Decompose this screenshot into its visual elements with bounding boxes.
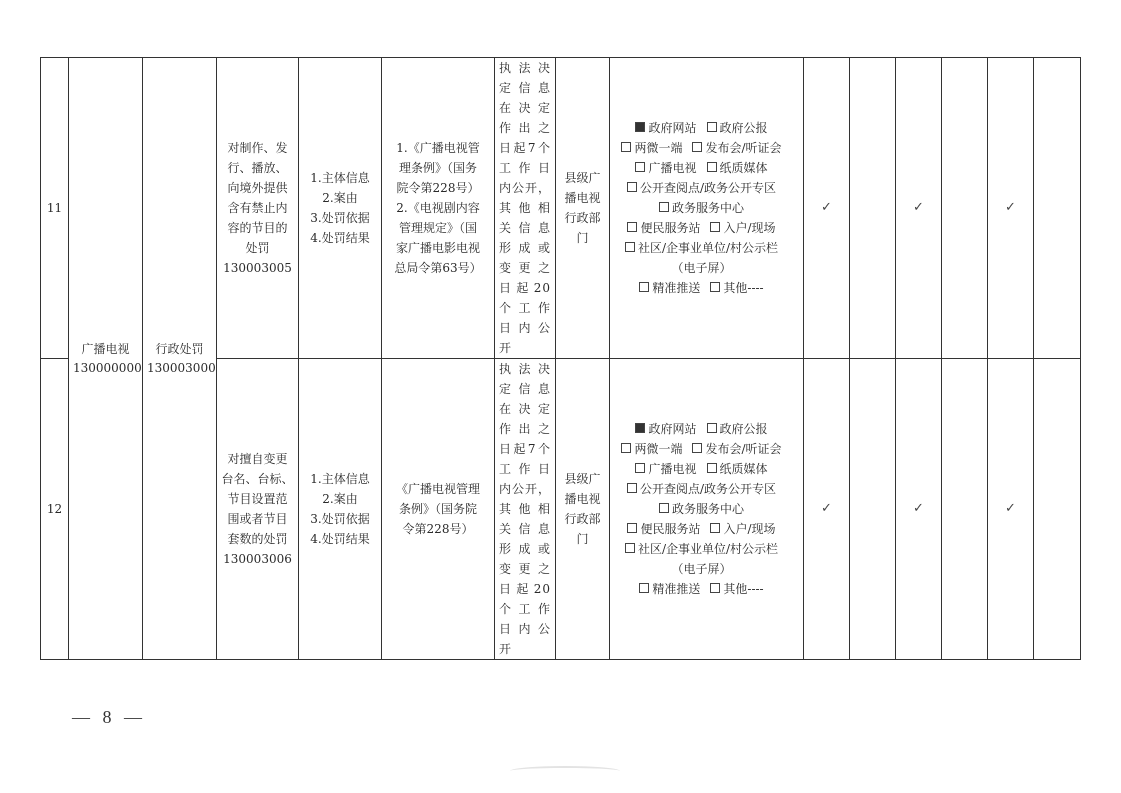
category-cell (69, 58, 143, 660)
basis-cell (382, 58, 495, 359)
timing-cell (495, 359, 556, 660)
timing-line: 日起20 (499, 582, 551, 596)
checkbox-icon (707, 423, 717, 433)
timing-line: 日起7个 (499, 141, 551, 155)
cell-line: 行政部 (564, 512, 601, 526)
channel-option (710, 281, 763, 295)
subcategory-name: 行政处罚 (155, 341, 204, 356)
channel-label: 其他---- (723, 281, 764, 295)
checkbox-icon (625, 543, 635, 553)
org-cell (556, 58, 610, 359)
channel-label: 精准推送 (652, 281, 701, 295)
checkbox-icon (710, 523, 720, 533)
channel-label: 纸质媒体 (719, 462, 768, 476)
timing-line: 内公开， (499, 181, 552, 195)
subcategory-code: 130003000 (147, 360, 216, 375)
checked-box-icon (635, 122, 645, 132)
channel-line (614, 198, 799, 218)
channel-label: 广播电视 (648, 462, 697, 476)
category-name: 广播电视 (81, 341, 130, 356)
channel-line (614, 539, 799, 559)
check-cell: ✓ (804, 359, 850, 660)
channel-option (639, 582, 700, 596)
checkbox-icon (710, 282, 720, 292)
channel-option (707, 462, 768, 476)
cell-line: 家广播电影电视 (395, 241, 480, 255)
item-cell (217, 359, 299, 660)
timing-line: 开 (499, 341, 513, 355)
channel-line (614, 439, 799, 459)
channel-option (627, 482, 776, 496)
timing-line: 变更之 (499, 562, 551, 576)
timing-line: 个工作 (499, 301, 551, 315)
cell-line: 3.处罚依据 (310, 512, 370, 526)
check-cell: ✓ (804, 58, 850, 359)
channel-option (710, 582, 763, 596)
channel-option (671, 562, 731, 576)
channel-label: 政务服务中心 (671, 201, 744, 215)
channels-cell (610, 359, 804, 660)
cell-line: 条例》（国务院 (398, 502, 477, 516)
channel-line (614, 138, 799, 158)
cell-line: 3.处罚依据 (310, 211, 370, 225)
check-cell (1034, 58, 1081, 359)
checkbox-icon (707, 122, 717, 132)
channel-line (614, 419, 799, 439)
cell-line: 130003005 (223, 261, 292, 275)
channel-option (707, 422, 768, 436)
channel-label: 政府公报 (719, 422, 768, 436)
checkbox-icon (659, 202, 669, 212)
channel-label: 政府公报 (719, 121, 768, 135)
channel-label: 便民服务站 (640, 221, 701, 235)
channel-label: 两微一端 (634, 141, 683, 155)
channel-option (635, 121, 696, 135)
cell-line: 对擅自变更 (227, 452, 288, 466)
timing-cell (495, 58, 556, 359)
channel-label: 入户/现场 (723, 221, 776, 235)
channel-line (614, 499, 799, 519)
checkbox-icon (635, 162, 645, 172)
channel-label: （电子屏） (671, 562, 732, 576)
cell-line: 处罚 (245, 241, 270, 255)
channel-option (639, 281, 700, 295)
cell-line: 1.《广播电视管 (396, 141, 480, 155)
cell-line: 2.案由 (322, 191, 358, 205)
check-cell: ✓ (896, 58, 942, 359)
channel-label: 入户/现场 (723, 522, 776, 536)
channel-option (621, 442, 682, 456)
timing-line: 个工作 (499, 602, 551, 616)
timing-line: 关信息 (499, 522, 551, 536)
channel-option (710, 522, 775, 536)
scan-artifact (510, 766, 620, 776)
checkbox-icon (707, 463, 717, 473)
channel-line (614, 479, 799, 499)
row-number: 12 (41, 359, 69, 660)
channel-option (625, 542, 778, 556)
channel-option (627, 181, 776, 195)
timing-line: 执法决 (499, 362, 551, 376)
timing-line: 在决定 (499, 402, 551, 416)
checkbox-icon (707, 162, 717, 172)
timing-line: 开 (499, 642, 513, 656)
cell-line: 容的节目的 (227, 221, 288, 235)
channel-line (614, 158, 799, 178)
cell-line: 《广播电视管理 (395, 482, 480, 496)
channel-option (710, 221, 775, 235)
cell-line: 理条例》（国务 (398, 161, 477, 175)
channel-option (625, 241, 778, 255)
channel-label: 其他---- (723, 582, 764, 596)
channel-label: 发布会/听证会 (705, 141, 782, 155)
timing-line: 定信息 (499, 81, 551, 95)
timing-line: 工作日 (499, 161, 551, 175)
timing-line: 其他相 (499, 502, 551, 516)
channel-label: 便民服务站 (640, 522, 701, 536)
org-cell (556, 359, 610, 660)
channel-option (659, 502, 744, 516)
channel-option (707, 161, 768, 175)
cell-line: 台名、台标、 (221, 472, 294, 486)
check-cell (850, 359, 896, 660)
timing-line: 日内公 (499, 321, 551, 335)
category-code: 130000000 (73, 360, 142, 375)
checkbox-icon (627, 523, 637, 533)
cell-line: 向境外提供 (227, 181, 288, 195)
checked-box-icon (635, 423, 645, 433)
channel-option (621, 141, 682, 155)
channel-option (659, 201, 744, 215)
channel-option (692, 442, 781, 456)
channel-label: 政务服务中心 (671, 502, 744, 516)
checkbox-icon (710, 583, 720, 593)
channel-option (635, 462, 696, 476)
cell-line: 2.《电视剧内容 (396, 201, 480, 215)
checkbox-icon (692, 142, 702, 152)
channel-label: 纸质媒体 (719, 161, 768, 175)
check-cell (850, 58, 896, 359)
channel-label: 发布会/听证会 (705, 442, 782, 456)
channel-line (614, 519, 799, 539)
cell-line: 播电视 (564, 492, 601, 506)
item-cell (217, 58, 299, 359)
channel-label: 广播电视 (648, 161, 697, 175)
channel-option (671, 261, 731, 275)
timing-line: 在决定 (499, 101, 551, 115)
checkbox-icon (659, 503, 669, 513)
check-cell (1034, 359, 1081, 660)
channel-label: 两微一端 (634, 442, 683, 456)
channel-line (614, 218, 799, 238)
checkbox-icon (627, 222, 637, 232)
channel-option (692, 141, 781, 155)
channel-option (627, 221, 700, 235)
checkbox-icon (627, 483, 637, 493)
cell-line: 对制作、发 (227, 141, 288, 155)
cell-line: 4.处罚结果 (310, 532, 370, 546)
timing-line: 作出之 (499, 422, 551, 436)
channel-line (614, 278, 799, 298)
timing-line: 工作日 (499, 462, 551, 476)
checkbox-icon (621, 443, 631, 453)
cell-line: 节目设置范 (227, 492, 288, 506)
checkbox-icon (692, 443, 702, 453)
channel-label: 公开查阅点/政务公开专区 (639, 482, 777, 496)
cell-line: 含有禁止内 (227, 201, 288, 215)
channel-line (614, 258, 799, 278)
channel-option (707, 121, 768, 135)
cell-line: 院令第228号） (396, 181, 480, 195)
checkbox-icon (635, 463, 645, 473)
checkbox-icon (627, 182, 637, 192)
row-number: 11 (41, 58, 69, 359)
checkbox-icon (639, 282, 649, 292)
channel-option (627, 522, 700, 536)
cell-line: 围或者节目 (227, 512, 288, 526)
channel-line (614, 118, 799, 138)
cell-line: 2.案由 (322, 492, 358, 506)
subcategory-cell (143, 58, 217, 660)
check-cell (942, 359, 988, 660)
timing-line: 定信息 (499, 382, 551, 396)
cell-line: 管理规定》（国 (398, 221, 477, 235)
checkbox-icon (639, 583, 649, 593)
check-cell: ✓ (988, 359, 1034, 660)
check-cell: ✓ (988, 58, 1034, 359)
content-cell (299, 359, 382, 660)
cell-line: 县级广 (564, 472, 601, 486)
channel-line (614, 559, 799, 579)
channel-option (635, 422, 696, 436)
timing-line: 作出之 (499, 121, 551, 135)
channel-option (635, 161, 696, 175)
cell-line: 令第228号） (402, 522, 474, 536)
cell-line: 门 (576, 532, 589, 546)
channel-label: 社区/企事业单位/村公示栏 (637, 542, 779, 556)
timing-line: 形成或 (499, 542, 551, 556)
cell-line: 行政部 (564, 211, 601, 225)
check-cell: ✓ (896, 359, 942, 660)
cell-line: 1.主体信息 (310, 171, 370, 185)
timing-line: 内公开， (499, 482, 552, 496)
checkbox-icon (625, 242, 635, 252)
channel-line (614, 178, 799, 198)
timing-line: 变更之 (499, 261, 551, 275)
page-number: — 8 — (72, 707, 146, 727)
checkbox-icon (621, 142, 631, 152)
cell-line: 4.处罚结果 (310, 231, 370, 245)
timing-line: 日起20 (499, 281, 551, 295)
timing-line: 其他相 (499, 201, 551, 215)
content-cell (299, 58, 382, 359)
channel-label: 精准推送 (652, 582, 701, 596)
cell-line: 总局令第63号） (394, 261, 482, 275)
timing-line: 形成或 (499, 241, 551, 255)
cell-line: 1.主体信息 (310, 472, 370, 486)
channel-label: 政府网站 (648, 121, 697, 135)
timing-line: 关信息 (499, 221, 551, 235)
channel-line (614, 238, 799, 258)
disclosure-table (40, 57, 1081, 660)
basis-cell (382, 359, 495, 660)
timing-line: 日内公 (499, 622, 551, 636)
channel-label: （电子屏） (671, 261, 732, 275)
timing-line: 执法决 (499, 61, 551, 75)
channel-label: 公开查阅点/政务公开专区 (639, 181, 777, 195)
checkbox-icon (710, 222, 720, 232)
cell-line: 套数的处罚 (227, 532, 288, 546)
cell-line: 县级广 (564, 171, 601, 185)
check-cell (942, 58, 988, 359)
channel-label: 政府网站 (648, 422, 697, 436)
cell-line: 130003006 (223, 552, 292, 566)
channel-line (614, 459, 799, 479)
channel-line (614, 579, 799, 599)
timing-line: 日起7个 (499, 442, 551, 456)
table-body (41, 58, 1081, 660)
channel-label: 社区/企事业单位/村公示栏 (637, 241, 779, 255)
table-row (41, 58, 1081, 359)
channels-cell (610, 58, 804, 359)
cell-line: 播电视 (564, 191, 601, 205)
cell-line: 行、播放、 (227, 161, 288, 175)
cell-line: 门 (576, 231, 589, 245)
